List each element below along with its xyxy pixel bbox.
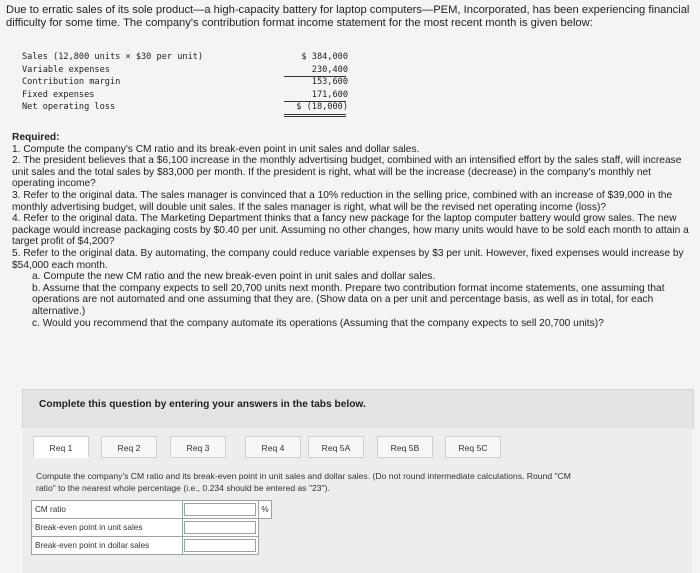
statement-label: Sales (12,800 units × $30 per unit) xyxy=(22,52,204,62)
required-subitem: b. Assume that the company expects to sell 20,700 units next month. Prepare two contribution format income statements, one assuming that operations are not automated and one assuming that they are. (Show data on a per unit and percentage basis, as well as in total, for each alternative.) xyxy=(32,282,665,317)
unit-spacer xyxy=(259,537,272,555)
break-even-units-input[interactable] xyxy=(184,521,256,534)
required-subitem: c. Would you recommend that the company automate its operations (Assuming that the company expects to sell 20,700 units)? xyxy=(32,317,604,329)
answer-label: Break-even point in unit sales xyxy=(32,519,183,537)
percent-unit: % xyxy=(259,501,272,519)
answer-row-cm-ratio xyxy=(32,501,272,519)
required-item: 5. Refer to the original data. By automating, the company could reduce variable expenses by $3 per unit. However, fixed expenses would increase by $54,000 each month. xyxy=(12,247,684,271)
required-subitem: a. Compute the new CM ratio and the new break-even point in unit sales and dollar sales. xyxy=(32,271,436,283)
answer-row-break-even-dollars xyxy=(32,537,272,555)
answer-cell xyxy=(183,537,259,555)
statement-row-contribution-margin xyxy=(22,76,352,89)
statement-row-variable-expenses xyxy=(22,64,352,77)
required-heading: Required: xyxy=(12,132,60,143)
tab-req-5c[interactable]: Req 5C xyxy=(445,436,501,458)
tab-req-2[interactable]: Req 2 xyxy=(101,436,157,458)
answer-cell xyxy=(183,501,259,519)
answer-table xyxy=(31,500,272,555)
statement-double-underline xyxy=(284,114,346,117)
answer-cell xyxy=(183,519,259,537)
tab-req-4[interactable]: Req 4 xyxy=(245,436,301,458)
tab-req-3[interactable]: Req 3 xyxy=(170,436,226,458)
answer-panel xyxy=(22,428,692,573)
statement-row-fixed-expenses xyxy=(22,89,352,102)
statement-label: Fixed expenses xyxy=(22,89,95,100)
intro-text: Due to erratic sales of its sole product—a high-capacity battery for laptop computers—PEM, Incorporated, has been experiencing financial difficulty for some time. The company's contribution format income statement for the most recent month is given below: xyxy=(6,4,690,29)
unit-spacer xyxy=(259,519,272,537)
income-statement xyxy=(22,51,352,114)
tab-req-5b[interactable]: Req 5B xyxy=(377,436,433,458)
statement-label: Variable expenses xyxy=(22,64,110,75)
answer-label: CM ratio xyxy=(32,501,183,519)
complete-question-text: Complete this question by entering your answers in the tabs below. xyxy=(39,399,366,410)
answer-label: Break-even point in dollar sales xyxy=(32,537,183,555)
statement-value: 230,400 xyxy=(311,64,348,75)
complete-question-banner xyxy=(22,389,694,429)
required-item: 3. Refer to the original data. The sales manager is convinced that a 10% reduction in the selling price, combined with an increase of $39,000 in the monthly advertising budget, will double unit sales. If the sales manager is right, what will be the revised net operating income (loss)? xyxy=(12,189,673,213)
statement-value: 171,600 xyxy=(311,89,348,100)
answer-row-break-even-units xyxy=(32,519,272,537)
statement-row-sales xyxy=(22,51,352,64)
statement-label: Contribution margin xyxy=(22,77,121,87)
tab-req-5a[interactable]: Req 5A xyxy=(308,436,364,458)
statement-value: $ 384,000 xyxy=(301,52,348,62)
tab-req-1[interactable]: Req 1 xyxy=(33,436,89,458)
required-item: 4. Refer to the original data. The Marketing Department thinks that a fancy new package for the laptop computer battery would grow sales. The new package would increase packaging costs by $0.40 per unit. Assuming no other changes, how many units would have to be sold each month to attain a target profit of $4,200? xyxy=(12,213,689,248)
required-item: 1. Compute the company's CM ratio and its break-even point in unit sales and dollar sales. xyxy=(12,143,420,155)
statement-value: 153,600 xyxy=(311,77,348,87)
statement-value: $ (18,000) xyxy=(296,102,348,112)
cm-ratio-input[interactable] xyxy=(184,503,256,516)
statement-row-net-operating-loss xyxy=(22,101,352,114)
required-section xyxy=(12,132,696,329)
instruction-text: Compute the company's CM ratio and its break-even point in unit sales and dollar sales. (Do not round intermediate calculations. Round "CM ratio" to the nearest whole percentage (i.e., 0.234 should be entered as "23"). xyxy=(36,471,571,493)
required-item: 2. The president believes that a $6,100 increase in the monthly advertising budget, combined with an intensified effort by the sales staff, will increase unit sales and the total sales by $83,000 per month. If the president is right, what will be the increase (decrease) in the company's monthly net operating income? xyxy=(12,155,682,190)
break-even-dollars-input[interactable] xyxy=(184,539,256,552)
requirement-tabs xyxy=(33,436,692,460)
statement-label: Net operating loss xyxy=(22,102,116,112)
